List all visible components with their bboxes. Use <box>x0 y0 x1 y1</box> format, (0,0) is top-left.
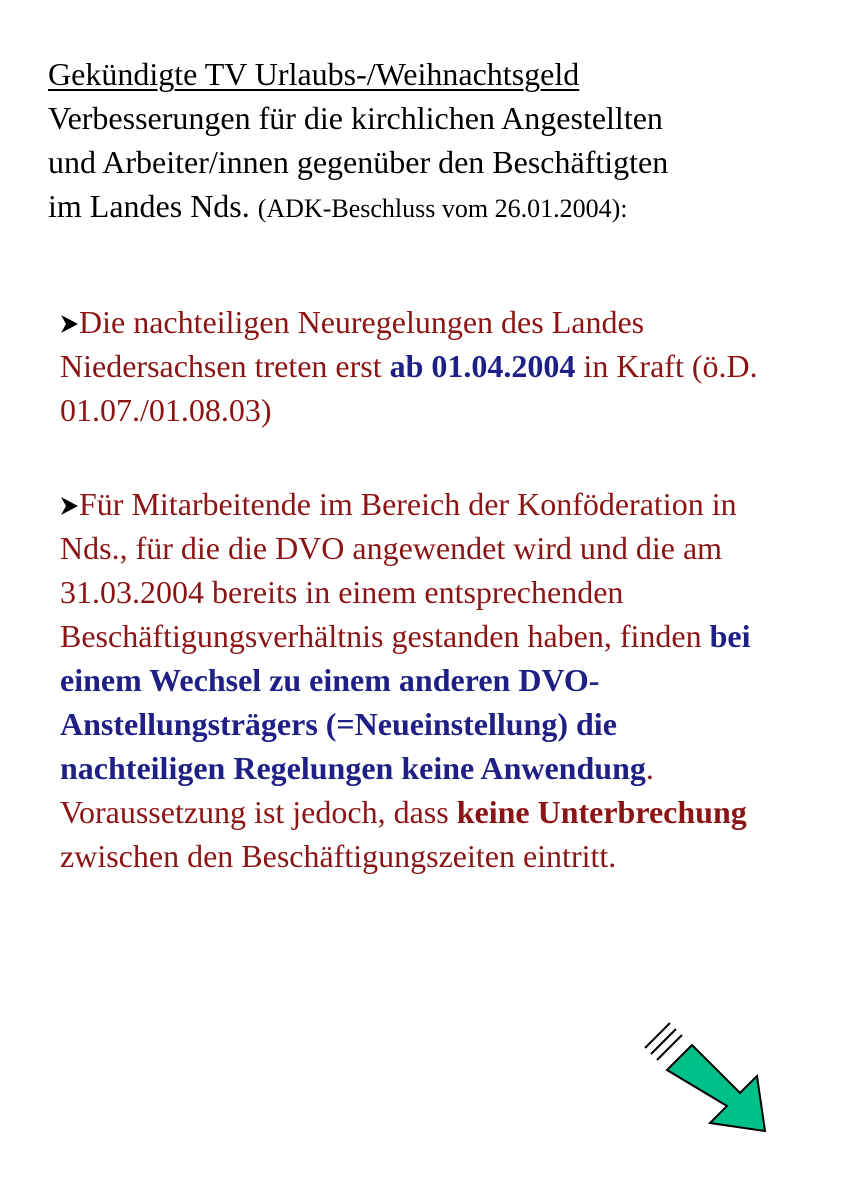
heading-line-3-main: im Landes Nds. <box>48 188 258 224</box>
bullet-2-text-b: . Voraussetzung ist jedoch, dass <box>60 750 654 830</box>
heading-line-2: und Arbeiter/innen gegenüber den Beschäftigten <box>48 144 669 180</box>
slide-heading <box>48 52 838 231</box>
bullet-point-1 <box>60 300 760 432</box>
bullet-2-highlight-2: keine Unterbrechung <box>456 794 747 830</box>
arrow-bullet-icon <box>60 302 79 324</box>
bullet-1-highlight: ab 01.04.2004 <box>389 348 576 384</box>
arrow-bullet-icon <box>60 484 79 506</box>
heading-line-3 <box>48 184 838 231</box>
next-page-arrow-icon[interactable] <box>640 1018 780 1138</box>
heading-line-1: Verbesserungen für die kirchlichen Angestellten <box>48 100 663 136</box>
bullet-2-text-c: zwischen den Beschäftigungszeiten eintritt. <box>60 838 617 874</box>
bullet-1-text-a: Die nachteiligen Neuregelungen des Landes Niedersachsen treten erst <box>60 304 645 384</box>
bullet-2-text-a: Für Mitarbeitende im Bereich der Konföderation in Nds., für die die DVO angewendet wird und die am 31.03.2004 bereits in einem entsprechenden Beschäftigungsverhältnis gestanden haben, finden <box>60 486 737 654</box>
heading-line-3-note: (ADK-Beschluss vom 26.01.2004): <box>257 194 628 223</box>
bullet-1-text-b: in Kraft (ö.D. 01.07./01.08.03) <box>60 348 758 428</box>
bullet-2-highlight: bei einem Wechsel zu einem anderen DVO-Anstellungsträgers (=Neueinstellung) die nachteiligen Regelungen keine Anwendung <box>60 618 751 786</box>
heading-title: Gekündigte TV Urlaubs-/Weihnachtsgeld <box>48 56 580 92</box>
bullet-point-2 <box>60 482 760 878</box>
